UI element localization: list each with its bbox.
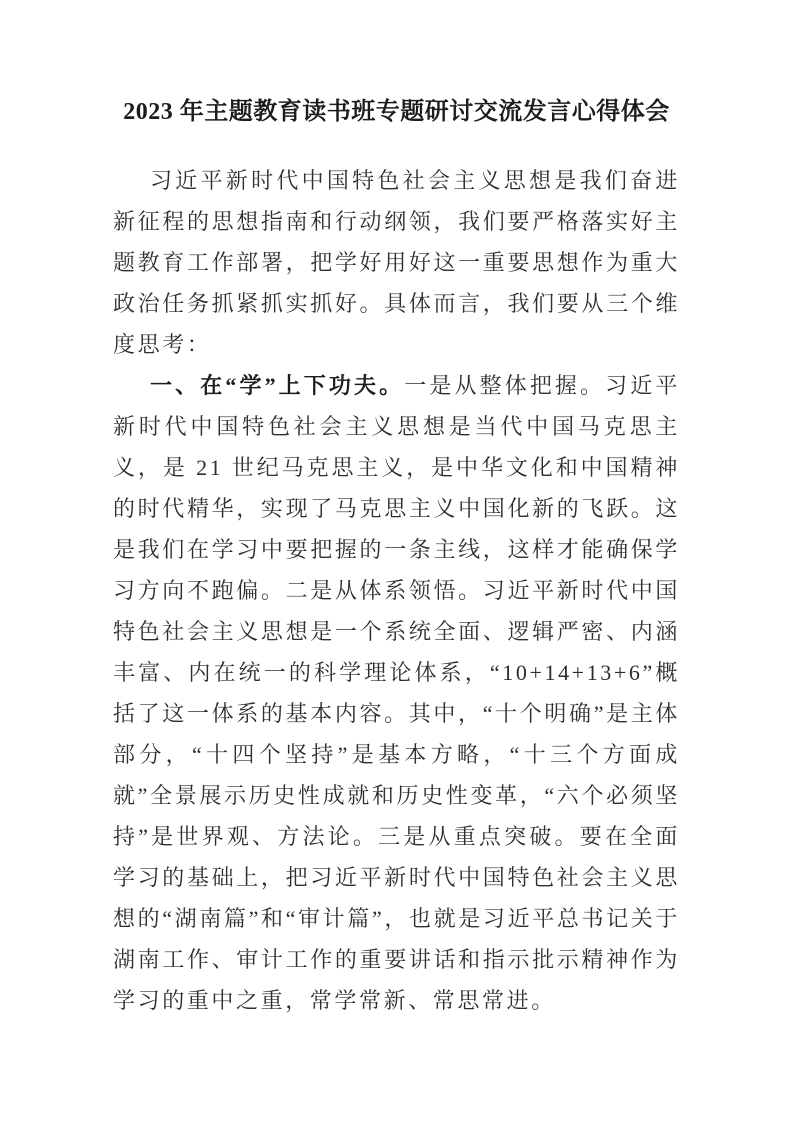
paragraph-section-one-heading: 一、在“学”上下功夫。: [150, 373, 405, 398]
document-body: [113, 160, 680, 1021]
paragraph-section-one-text: 一是从整体把握。习近平新时代中国特色社会主义思想是当代中国马克思主义，是 21 世纪马克思主义，是中华文化和中国精神的时代精华，实现了马克思主义中国化新的飞跃。这是我们在学习中要把握的一条主线，这样才能确保学习方向不跑偏。二是从体系领悟。习近平新时代中国特色社会主义思想是一个系统全面、逻辑严密、内涵丰富、内在统一的科学理论体系，“10+14+13+6”概括了这一体系的基本内容。其中，“十个明确”是主体部分，“十四个坚持”是基本方略，“十三个方面成就”全景展示历史性成就和历史性变革，“六个必须坚持”是世界观、方法论。三是从重点突破。要在全面学习的基础上，把习近平新时代中国特色社会主义思想的“湖南篇”和“审计篇”，也就是习近平总书记关于湖南工作、审计工作的重要讲话和指示批示精神作为学习的重中之重，常学常新、常思常进。: [113, 373, 680, 1013]
paragraph-intro: [113, 160, 680, 365]
document-title: 2023 年主题教育读书班专题研讨交流发言心得体会: [123, 99, 670, 125]
paragraph-section-one: [113, 365, 680, 1021]
paragraph-intro-text: 习近平新时代中国特色社会主义思想是我们奋进新征程的思想指南和行动纲领，我们要严格落实好主题教育工作部署，把学好用好这一重要思想作为重大政治任务抓紧抓实抓好。具体而言，我们要从三个维度思考：: [113, 168, 680, 357]
